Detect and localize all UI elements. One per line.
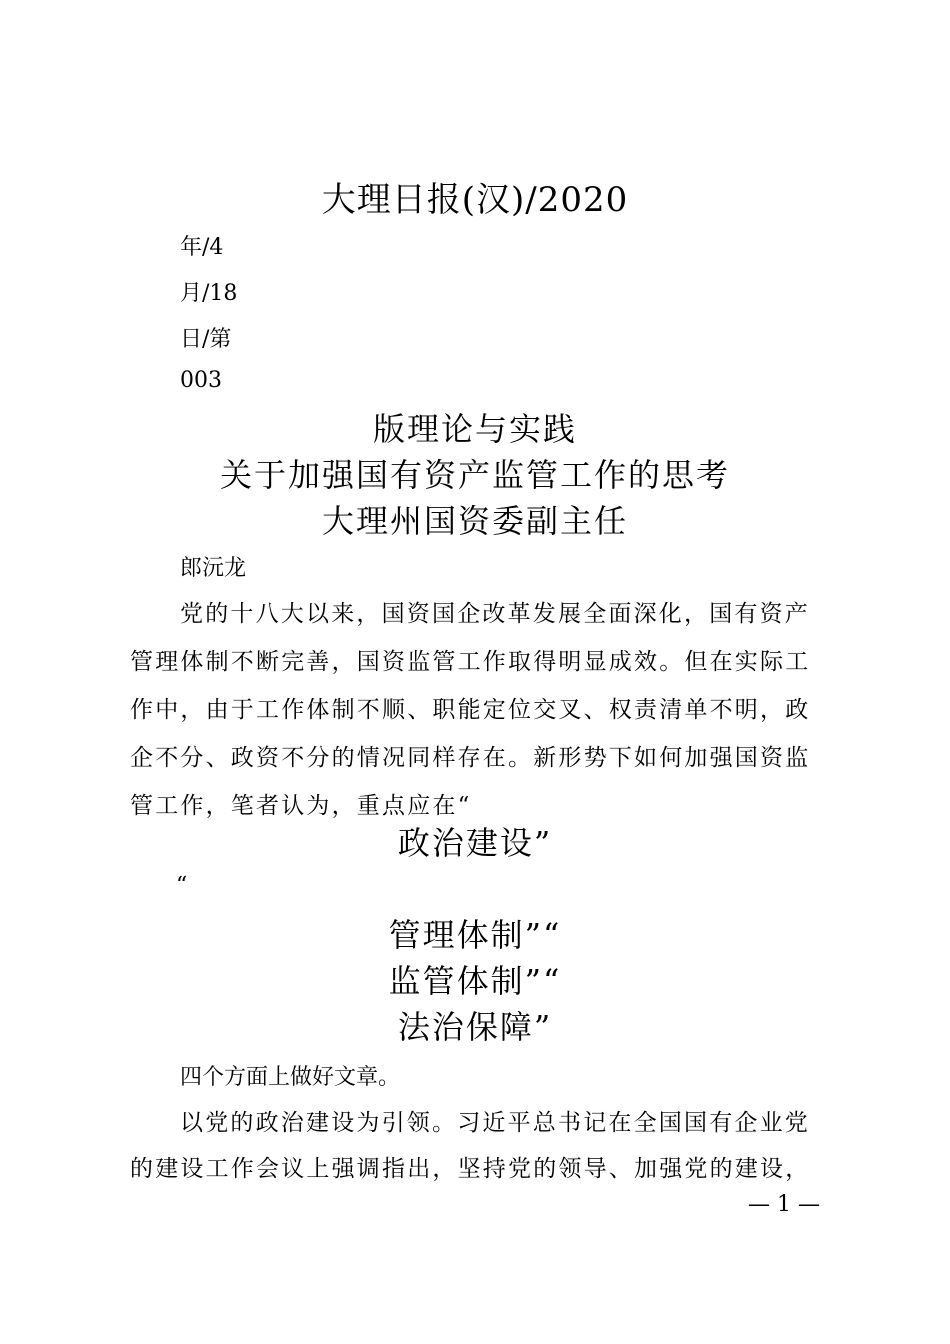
- highlight-heading: 政治建设”: [397, 824, 553, 862]
- date-line-2: 月/18: [180, 281, 238, 306]
- author-title: 大理州国资委副主任: [321, 502, 628, 540]
- highlight-heading: 管理体制”“: [388, 916, 562, 954]
- paragraph-3-line: 的建设工作会议上强调指出，坚持党的领导、加强党的建设，: [130, 1156, 811, 1182]
- paragraph-3-line: 以党的政治建设为引领。习近平总书记在全国国有企业党: [180, 1110, 810, 1136]
- paragraph-1-line: 企不分、政资不分的情况同样存在。新形势下如何加强国资监: [130, 745, 811, 771]
- article-headline: 关于加强国有资产监管工作的思考: [219, 456, 730, 494]
- paragraph-1-line: 党的十八大以来，国资国企改革发展全面深化，国有资产: [180, 601, 810, 627]
- page-number: — 1 —: [748, 1192, 820, 1217]
- date-line-1: 年/4: [180, 235, 224, 260]
- section-name: 版理论与实践: [372, 410, 577, 448]
- date-line-4: 003: [180, 368, 222, 393]
- author-name: 郎沅龙: [180, 556, 247, 581]
- newspaper-title: 大理日报(汉)/2020: [321, 180, 629, 220]
- highlight-heading: 监管体制”“: [388, 962, 562, 1000]
- quote-mark: “: [176, 873, 188, 898]
- date-line-3: 日/第: [180, 327, 232, 352]
- paragraph-2: 四个方面上做好文章。: [180, 1065, 401, 1090]
- paragraph-1-line: 管工作，笔者认为，重点应在“: [130, 793, 472, 819]
- paragraph-1-line: 作中，由于工作体制不顺、职能定位交叉、权责清单不明，政: [130, 697, 811, 723]
- highlight-heading: 法治保障”: [397, 1008, 553, 1046]
- paragraph-1-line: 管理体制不断完善，国资监管工作取得明显成效。但在实际工: [130, 649, 811, 675]
